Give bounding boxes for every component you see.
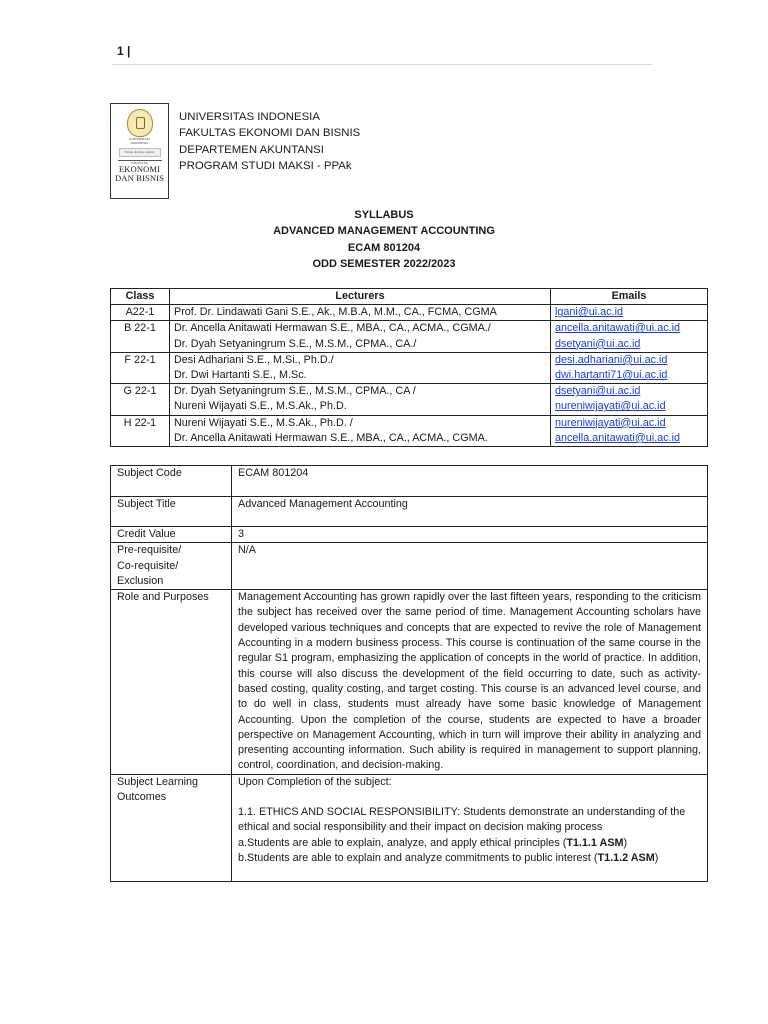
outcome-item-a-code: T1.1.1 ASM bbox=[566, 836, 624, 849]
subject-code-label: Subject Code bbox=[111, 466, 232, 497]
email-link[interactable]: dwi.hartanti71@ui.ac.id bbox=[555, 369, 668, 382]
lecturer-name: Prof. Dr. Lindawati Gani S.E., Ak., M.B.A, M.M., CA., FCMA, CGMA bbox=[174, 306, 497, 319]
email-link[interactable]: dsetyani@ui.ac.id bbox=[555, 337, 641, 350]
subject-title-row bbox=[111, 497, 708, 527]
role-purposes-row bbox=[111, 590, 708, 775]
email-cell bbox=[551, 321, 708, 352]
university-logo bbox=[110, 103, 169, 199]
outcome-item-b-code: T1.1.2 ASM bbox=[597, 851, 655, 864]
role-purposes-text: Management Accounting has grown rapidly over the last fifteen years, responding to the criticism the subject has received over the same period of time. Management Accounting scholars have developed various techniques and concepts that are expected to revive the role of Management Accounting in a modern business process. This course is continuation of the same course in the regular S1 program, emphasizing the application of concepts in the world of practice. In addition, this course will also discuss the development of the field occurring to date, such as activity-based costing, quality costing, and target costing. This course is an advanced level course, and to do well in class, students must already have some basic knowledge of Management Accounting. Upon the completion of the course, students are expected to have a broader perspective on Management Accounting, which in turn will improve their ability in analyzing and presenting accounting information. Such ability is required in management to support planning, control, coordination, and decision-making. bbox=[232, 590, 708, 775]
class-cell: A22-1 bbox=[111, 305, 170, 321]
header-rule bbox=[112, 64, 652, 65]
email-link[interactable]: ancella.anitawati@ui.ac.id bbox=[555, 431, 680, 444]
lecturer-name: Dr. Ancella Anitawati Hermawan S.E., MBA., CA., ACMA., CGMA./ bbox=[174, 322, 491, 335]
outcome-item-a bbox=[238, 836, 701, 851]
makara-seal-icon bbox=[127, 109, 153, 137]
prerequisite-label-line: Pre-requisite/ bbox=[117, 544, 182, 557]
learning-outcomes-row bbox=[111, 774, 708, 881]
lecturer-name: Nureni Wijayati S.E., M.S.Ak., Ph.D. / bbox=[174, 416, 353, 429]
outcomes-intro: Upon Completion of the subject: bbox=[238, 775, 392, 788]
title-course-code: ECAM 801204 bbox=[347, 241, 421, 254]
outcome-item-b bbox=[238, 851, 701, 866]
header-lecturers: Lecturers bbox=[170, 289, 551, 305]
subject-code-value: ECAM 801204 bbox=[232, 466, 708, 497]
close-paren: ) bbox=[623, 836, 628, 849]
logo-line-1: UNIVERSITAS bbox=[128, 137, 151, 141]
lecturer-name: Dr. Ancella Anitawati Hermawan S.E., MBA., CA., ACMA., CGMA. bbox=[174, 431, 488, 444]
prerequisite-row bbox=[111, 543, 708, 590]
logo-dan-bisnis: DAN BISNIS bbox=[115, 173, 164, 184]
title-syllabus: SYLLABUS bbox=[354, 209, 414, 221]
prerequisite-label bbox=[111, 543, 232, 590]
lecturer-cell bbox=[170, 415, 551, 446]
table-row bbox=[111, 321, 708, 352]
title-course-name: ADVANCED MANAGEMENT ACCOUNTING bbox=[273, 225, 495, 238]
role-purposes-label: Role and Purposes bbox=[111, 590, 232, 775]
prerequisite-value: N/A bbox=[232, 543, 708, 590]
email-link[interactable]: lgani@ui.ac.id bbox=[555, 306, 623, 319]
syllabus-title bbox=[110, 207, 658, 272]
close-paren: ) bbox=[654, 851, 659, 864]
lecturer-cell bbox=[170, 384, 551, 415]
email-cell bbox=[551, 384, 708, 415]
table-row bbox=[111, 305, 708, 321]
lecturer-cell bbox=[170, 305, 551, 321]
logo-motto: Veritas, Probitas, Iustitia bbox=[119, 148, 161, 157]
program-name: PROGRAM STUDI MAKSI - PPAk bbox=[179, 160, 352, 173]
learning-outcomes-content bbox=[232, 774, 708, 881]
class-cell: B 22-1 bbox=[111, 321, 170, 352]
subject-title-label: Subject Title bbox=[111, 497, 232, 527]
lecturer-cell bbox=[170, 321, 551, 352]
email-link[interactable]: nureniwijayati@ui.ac.id bbox=[555, 400, 666, 413]
lecturers-table-header bbox=[111, 289, 708, 305]
email-link[interactable]: ancella.anitawati@ui.ac.id bbox=[555, 322, 680, 335]
logo-line-2: INDONESIA bbox=[130, 140, 149, 145]
email-cell bbox=[551, 352, 708, 383]
credit-value-row bbox=[111, 527, 708, 543]
lecturer-name: Desi Adhariani S.E., M.Si., Ph.D./ bbox=[174, 353, 334, 366]
outcome-item-b-text: b.Students are able to explain and analyze commitments to public interest ( bbox=[238, 851, 598, 864]
subject-code-row bbox=[111, 466, 708, 497]
logo-faculty-label: FAKULTAS bbox=[131, 160, 148, 165]
page-number: 1 | bbox=[117, 44, 131, 58]
class-cell: G 22-1 bbox=[111, 384, 170, 415]
subject-info-table bbox=[110, 465, 708, 882]
faculty-name: FAKULTAS EKONOMI DAN BISNIS bbox=[179, 127, 361, 140]
lecturer-name: Dr. Dwi Hartanti S.E., M.Sc. bbox=[174, 369, 307, 382]
table-row bbox=[111, 352, 708, 383]
table-row bbox=[111, 415, 708, 446]
logo-ekonomi: EKONOMI bbox=[118, 164, 161, 175]
lecturer-name: Nureni Wijayati S.E., M.S.Ak., Ph.D. bbox=[174, 400, 347, 413]
institution-block bbox=[179, 109, 360, 175]
credit-value-value: 3 bbox=[232, 527, 708, 543]
email-cell bbox=[551, 305, 708, 321]
department-name: DEPARTEMEN AKUNTANSI bbox=[179, 143, 324, 156]
email-cell bbox=[551, 415, 708, 446]
prerequisite-label-line: Exclusion bbox=[117, 574, 164, 587]
lecturer-name: Dr. Dyah Setyaningrum S.E., M.S.M., CPMA., CA./ bbox=[174, 337, 417, 350]
lecturers-table bbox=[110, 288, 708, 447]
lecturer-name: Dr. Dyah Setyaningrum S.E., M.S.M., CPMA., CA / bbox=[174, 385, 416, 398]
class-cell: F 22-1 bbox=[111, 352, 170, 383]
outcome-heading: 1.1. ETHICS AND SOCIAL RESPONSIBILITY: Students demonstrate an understanding of the ethical and social responsibility and their impact on decision making process bbox=[238, 806, 686, 834]
outcome-item-a-text: a.Students are able to explain, analyze, and apply ethical principles ( bbox=[238, 836, 567, 849]
header-emails: Emails bbox=[551, 289, 708, 305]
title-semester: ODD SEMESTER 2022/2023 bbox=[312, 257, 456, 270]
header-class: Class bbox=[111, 289, 170, 305]
prerequisite-label-line: Co-requisite/ bbox=[117, 559, 179, 572]
subject-title-value: Advanced Management Accounting bbox=[232, 497, 708, 527]
learning-outcomes-label bbox=[111, 774, 232, 881]
lecturer-cell bbox=[170, 352, 551, 383]
learning-outcomes-label-line: Subject Learning bbox=[117, 775, 199, 788]
class-cell: H 22-1 bbox=[111, 415, 170, 446]
spacer bbox=[238, 790, 701, 805]
credit-value-label: Credit Value bbox=[111, 527, 232, 543]
learning-outcomes-label-line: Outcomes bbox=[117, 791, 167, 804]
email-link[interactable]: nureniwijayati@ui.ac.id bbox=[555, 416, 666, 429]
email-link[interactable]: desi.adhariani@ui.ac.id bbox=[555, 353, 668, 366]
email-link[interactable]: dsetyani@ui.ac.id bbox=[555, 385, 641, 398]
university-name: UNIVERSITAS INDONESIA bbox=[179, 111, 320, 123]
table-row bbox=[111, 384, 708, 415]
